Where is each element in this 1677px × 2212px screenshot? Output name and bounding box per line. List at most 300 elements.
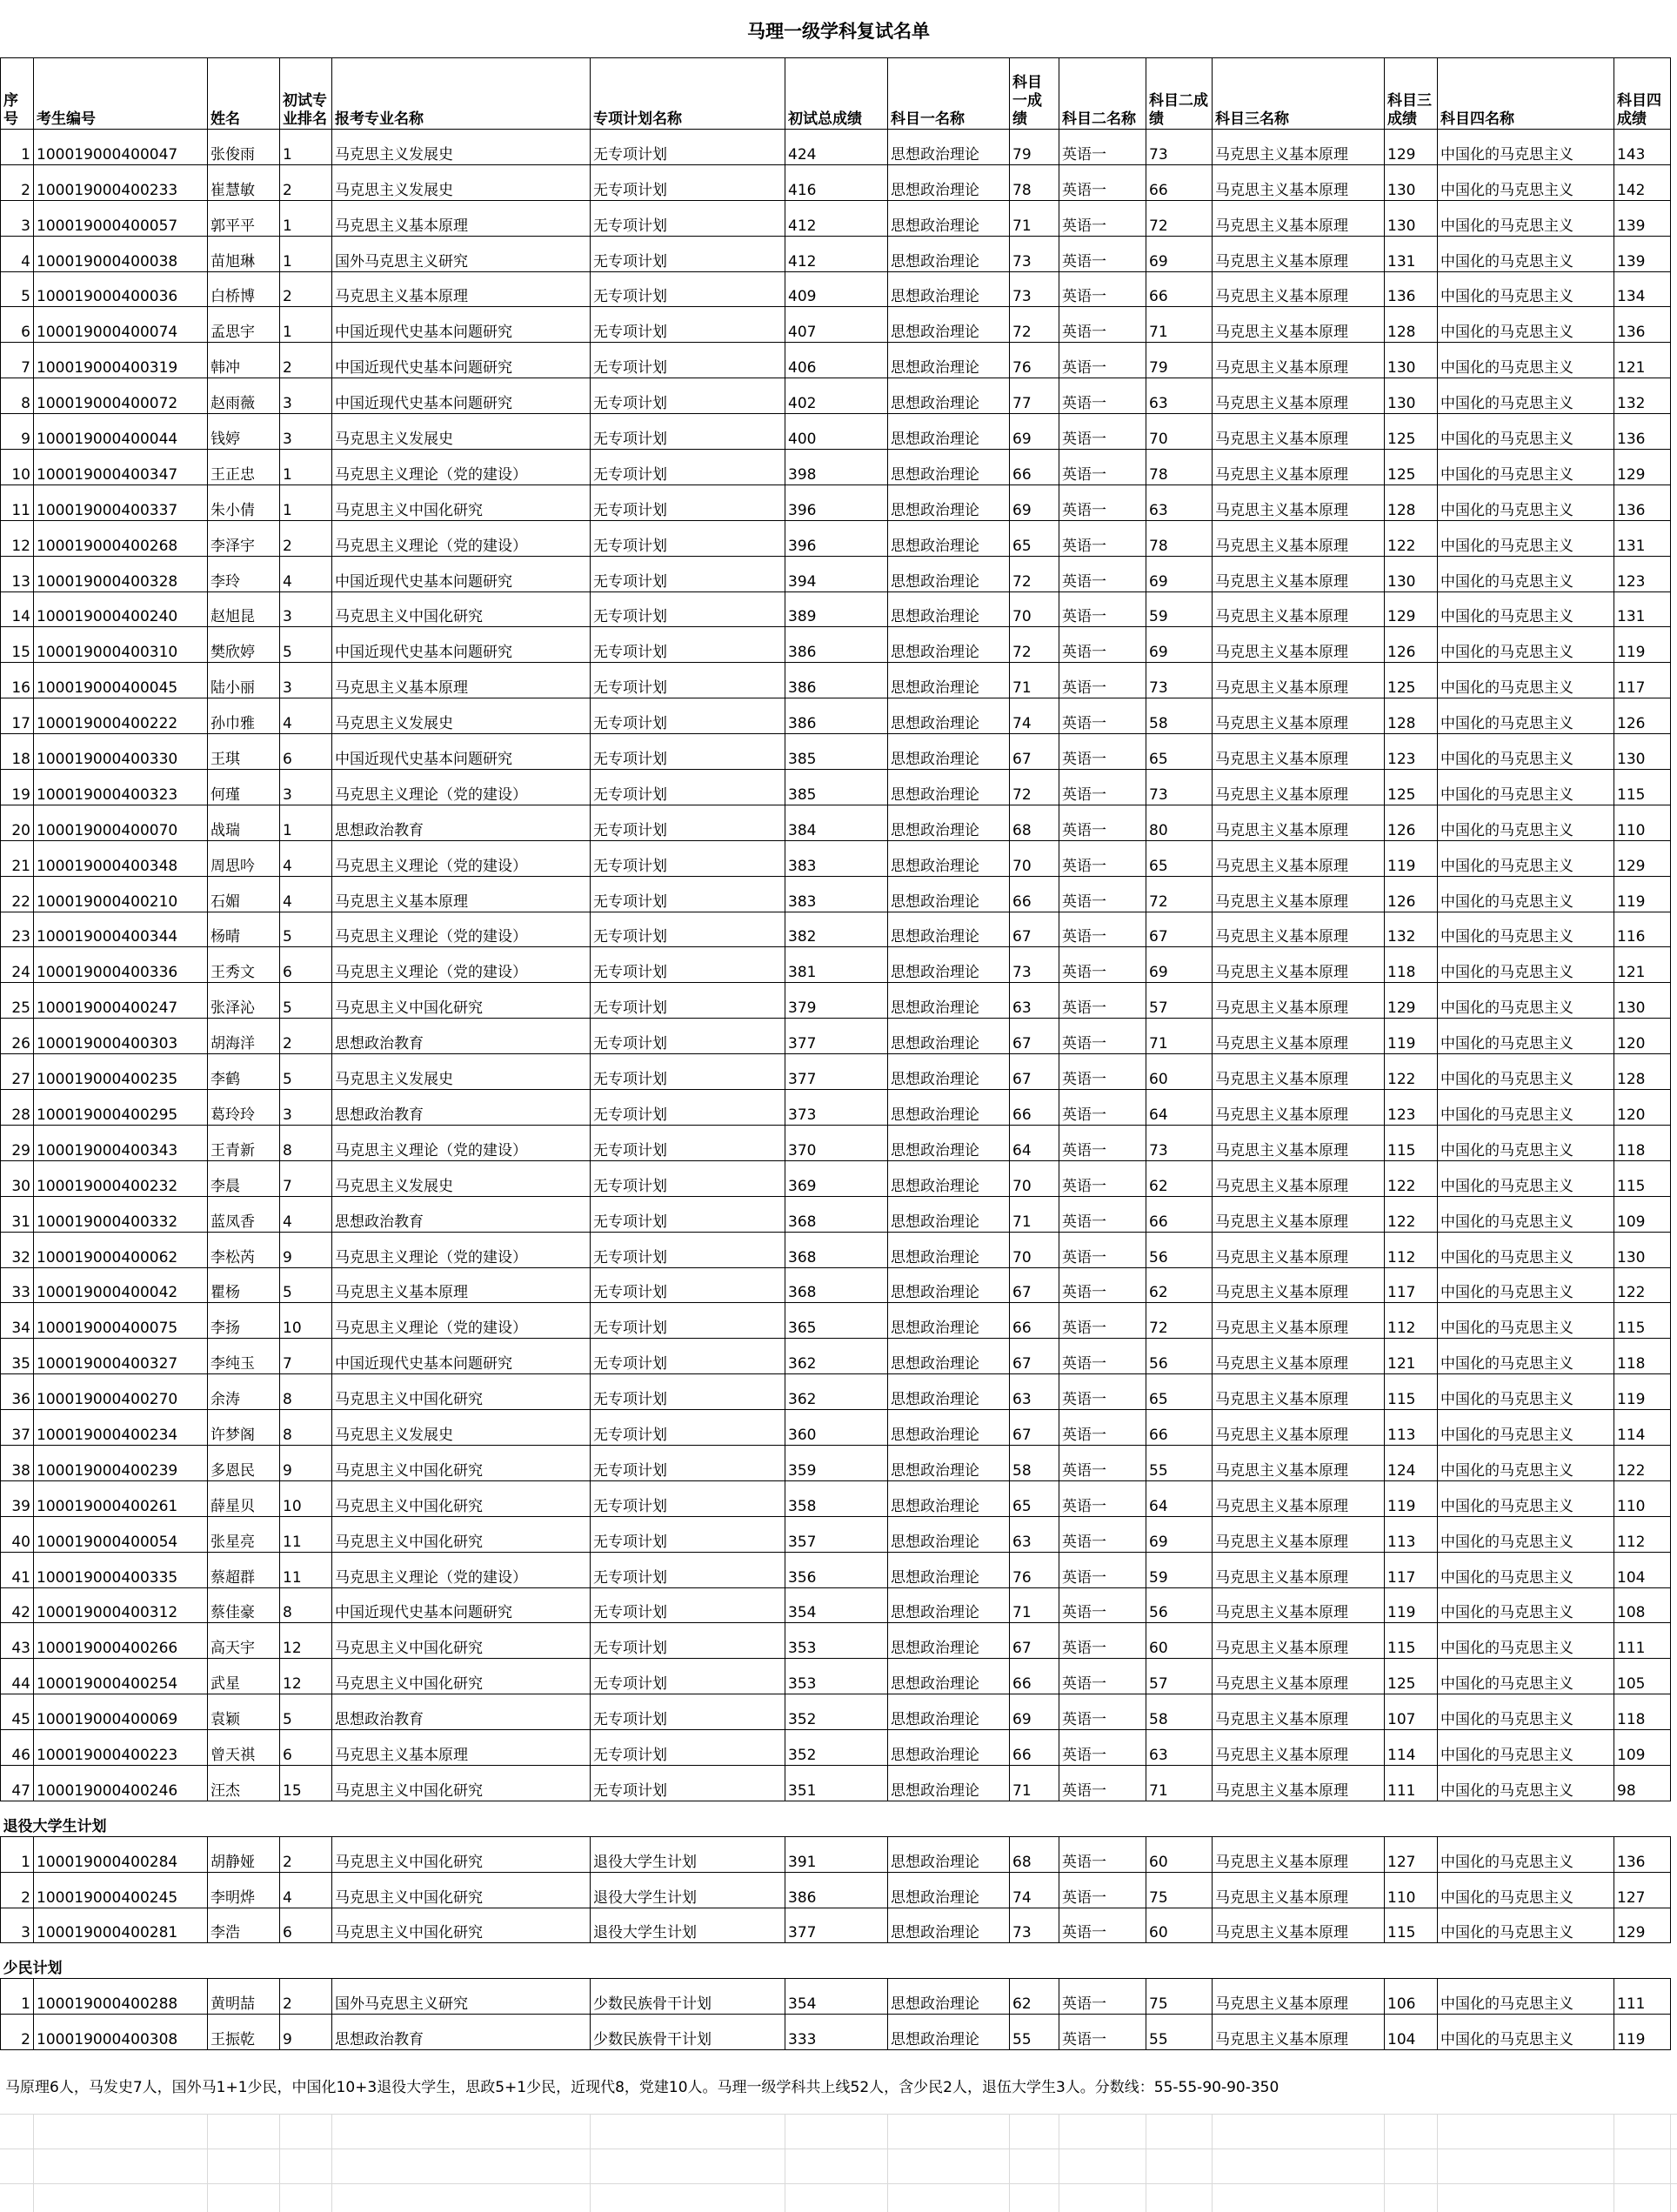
table-cell: 李晨 bbox=[208, 1160, 280, 1196]
table-cell: 中国化的马克思主义 bbox=[1438, 591, 1614, 627]
table-cell: 63 bbox=[1010, 983, 1059, 1019]
table-cell: 7 bbox=[1, 343, 34, 378]
table-row bbox=[1, 1659, 1671, 1694]
table-cell: 10 bbox=[280, 1480, 332, 1516]
table-cell: 思想政治理论 bbox=[888, 627, 1010, 663]
table-cell: 张泽沁 bbox=[208, 983, 280, 1019]
table-cell: 6 bbox=[280, 947, 332, 983]
table-cell: 73 bbox=[1010, 236, 1059, 271]
table-cell: 英语一 bbox=[1059, 1054, 1146, 1090]
table-cell: 英语一 bbox=[1059, 1267, 1146, 1303]
table-cell: 19 bbox=[1, 770, 34, 805]
table-cell: 78 bbox=[1146, 520, 1213, 556]
table-cell: 100019000400232 bbox=[34, 1160, 208, 1196]
table-cell: 28 bbox=[1, 1090, 34, 1126]
table-cell: 英语一 bbox=[1059, 307, 1146, 343]
table-cell: 130 bbox=[1614, 734, 1671, 770]
table-cell: 英语一 bbox=[1059, 1232, 1146, 1267]
table-cell: 130 bbox=[1385, 556, 1438, 591]
table-row bbox=[1, 912, 1671, 947]
table-cell: 中国化的马克思主义 bbox=[1438, 1232, 1614, 1267]
table-cell: 79 bbox=[1010, 130, 1059, 165]
table-cell: 100019000400072 bbox=[34, 378, 208, 414]
table-cell: 64 bbox=[1146, 1090, 1213, 1126]
grid-column-line bbox=[1670, 2114, 1671, 2212]
table-cell: 62 bbox=[1010, 1979, 1059, 2015]
table-cell: 360 bbox=[785, 1410, 888, 1446]
table-cell: 马克思主义中国化研究 bbox=[332, 1836, 591, 1872]
table-row bbox=[1, 485, 1671, 520]
table-cell: 377 bbox=[785, 1908, 888, 1943]
table-cell: 无专项计划 bbox=[591, 1445, 785, 1480]
table-cell: 1 bbox=[280, 485, 332, 520]
table-cell: 15 bbox=[1, 627, 34, 663]
table-cell: 119 bbox=[1385, 840, 1438, 876]
table-cell: 109 bbox=[1614, 1730, 1671, 1766]
table-cell: 130 bbox=[1385, 164, 1438, 200]
table-cell: 思想政治理论 bbox=[888, 1267, 1010, 1303]
table-cell: 386 bbox=[785, 663, 888, 698]
table-cell: 39 bbox=[1, 1480, 34, 1516]
table-cell: 马克思主义基本原理 bbox=[1213, 770, 1385, 805]
table-cell: 马克思主义基本原理 bbox=[1213, 912, 1385, 947]
table-cell: 马克思主义基本原理 bbox=[1213, 805, 1385, 840]
table-cell: 英语一 bbox=[1059, 1339, 1146, 1374]
table-cell: 李松芮 bbox=[208, 1232, 280, 1267]
table-cell: 马克思主义理论（党的建设） bbox=[332, 947, 591, 983]
table-cell: 8 bbox=[280, 1587, 332, 1623]
table-cell: 马克思主义基本原理 bbox=[1213, 271, 1385, 307]
table-cell: 65 bbox=[1010, 520, 1059, 556]
table-cell: 115 bbox=[1385, 1908, 1438, 1943]
table-cell: 英语一 bbox=[1059, 912, 1146, 947]
table-cell: 120 bbox=[1614, 1090, 1671, 1126]
table-cell: 129 bbox=[1614, 450, 1671, 485]
table-cell: 马克思主义中国化研究 bbox=[332, 1872, 591, 1908]
table-cell: 无专项计划 bbox=[591, 1552, 785, 1587]
table-cell: 14 bbox=[1, 591, 34, 627]
column-header: 专项计划名称 bbox=[591, 58, 785, 130]
table-cell: 67 bbox=[1010, 1019, 1059, 1054]
table-cell: 100019000400344 bbox=[34, 912, 208, 947]
table-cell: 英语一 bbox=[1059, 1908, 1146, 1943]
table-cell: 5 bbox=[1, 271, 34, 307]
table-cell: 马克思主义基本原理 bbox=[1213, 1267, 1385, 1303]
table-cell: 王正忠 bbox=[208, 450, 280, 485]
table-cell: 356 bbox=[785, 1552, 888, 1587]
table-cell: 100019000400245 bbox=[34, 1872, 208, 1908]
table-cell: 马克思主义基本原理 bbox=[1213, 378, 1385, 414]
table-cell: 思想政治理论 bbox=[888, 698, 1010, 734]
table-cell: 5 bbox=[280, 1054, 332, 1090]
table-cell: 朱小倩 bbox=[208, 485, 280, 520]
table-cell: 无专项计划 bbox=[591, 876, 785, 912]
table-cell: 100019000400347 bbox=[34, 450, 208, 485]
table-cell: 391 bbox=[785, 1836, 888, 1872]
column-header: 科目一成绩 bbox=[1010, 58, 1059, 130]
table-cell: 中国化的马克思主义 bbox=[1438, 164, 1614, 200]
table-cell: 365 bbox=[785, 1303, 888, 1339]
table-cell: 思想政治理论 bbox=[888, 1339, 1010, 1374]
table-cell: 358 bbox=[785, 1480, 888, 1516]
table-cell: 无专项计划 bbox=[591, 1516, 785, 1552]
table-cell: 李玲 bbox=[208, 556, 280, 591]
table-cell: 马克思主义基本原理 bbox=[332, 1267, 591, 1303]
table-cell: 英语一 bbox=[1059, 1196, 1146, 1232]
table-cell: 100019000400047 bbox=[34, 130, 208, 165]
table-cell: 131 bbox=[1614, 591, 1671, 627]
table-cell: 马克思主义基本原理 bbox=[1213, 1339, 1385, 1374]
table-cell: 63 bbox=[1010, 1374, 1059, 1410]
table-cell: 66 bbox=[1146, 271, 1213, 307]
table-row bbox=[1, 130, 1671, 165]
table-cell: 无专项计划 bbox=[591, 983, 785, 1019]
table-cell: 117 bbox=[1385, 1552, 1438, 1587]
table-cell: 106 bbox=[1385, 1979, 1438, 2015]
table-cell: 张俊雨 bbox=[208, 130, 280, 165]
table-cell: 思想政治理论 bbox=[888, 271, 1010, 307]
table-cell: 72 bbox=[1010, 627, 1059, 663]
table-cell: 100019000400036 bbox=[34, 271, 208, 307]
table-cell: 118 bbox=[1614, 1125, 1671, 1160]
table-row bbox=[1, 1979, 1671, 2015]
table-cell: 123 bbox=[1385, 1090, 1438, 1126]
table-cell: 国外马克思主义研究 bbox=[332, 236, 591, 271]
table-cell: 马克思主义基本原理 bbox=[1213, 200, 1385, 236]
table-cell: 中国化的马克思主义 bbox=[1438, 520, 1614, 556]
table-cell: 10 bbox=[280, 1303, 332, 1339]
table-cell: 马克思主义基本原理 bbox=[1213, 485, 1385, 520]
table-cell: 无专项计划 bbox=[591, 1196, 785, 1232]
table-cell: 143 bbox=[1614, 130, 1671, 165]
table-cell: 121 bbox=[1385, 1339, 1438, 1374]
grid-column-line bbox=[33, 2114, 34, 2212]
table-cell: 中国化的马克思主义 bbox=[1438, 1516, 1614, 1552]
table-cell: 马克思主义中国化研究 bbox=[332, 1623, 591, 1659]
table-cell: 100019000400042 bbox=[34, 1267, 208, 1303]
table-cell: 中国化的马克思主义 bbox=[1438, 200, 1614, 236]
table-cell: 中国化的马克思主义 bbox=[1438, 236, 1614, 271]
table-cell: 60 bbox=[1146, 1623, 1213, 1659]
table-cell: 中国化的马克思主义 bbox=[1438, 1872, 1614, 1908]
table-cell: 357 bbox=[785, 1516, 888, 1552]
table-cell: 胡静娅 bbox=[208, 1836, 280, 1872]
table-cell: 李明烨 bbox=[208, 1872, 280, 1908]
summary-footnote: 马原理6人，马发史7人，国外马1+1少民，中国化10+3退役大学生，思政5+1少民，近现代8，党建10人。马理一级学科共上线52人，含少民2人，退伍大学生3人。分数线：55-55-90-90-350 bbox=[5, 2079, 1279, 2096]
table-cell: 115 bbox=[1385, 1125, 1438, 1160]
table-row bbox=[1, 805, 1671, 840]
column-header: 科目三名称 bbox=[1213, 58, 1385, 130]
table-cell: 无专项计划 bbox=[591, 450, 785, 485]
table-cell: 马克思主义发展史 bbox=[332, 1160, 591, 1196]
table-cell: 思想政治理论 bbox=[888, 983, 1010, 1019]
table-cell: 中国化的马克思主义 bbox=[1438, 983, 1614, 1019]
table-cell: 马克思主义基本原理 bbox=[1213, 1836, 1385, 1872]
table-cell: 109 bbox=[1614, 1196, 1671, 1232]
table-cell: 115 bbox=[1614, 1160, 1671, 1196]
table-cell: 9 bbox=[280, 2015, 332, 2050]
table-cell: 69 bbox=[1010, 485, 1059, 520]
table-cell: 122 bbox=[1385, 1160, 1438, 1196]
table-cell: 64 bbox=[1146, 1480, 1213, 1516]
table-cell: 马克思主义基本原理 bbox=[1213, 1303, 1385, 1339]
table-cell: 英语一 bbox=[1059, 805, 1146, 840]
table-cell: 中国近现代史基本问题研究 bbox=[332, 627, 591, 663]
table-cell: 英语一 bbox=[1059, 627, 1146, 663]
table-cell: 石媚 bbox=[208, 876, 280, 912]
column-header: 科目四名称 bbox=[1438, 58, 1614, 130]
table-cell: 24 bbox=[1, 947, 34, 983]
table-cell: 66 bbox=[1146, 164, 1213, 200]
table-cell: 104 bbox=[1385, 2015, 1438, 2050]
table-cell: 杨晴 bbox=[208, 912, 280, 947]
table-cell: 64 bbox=[1010, 1125, 1059, 1160]
table-cell: 思想政治理论 bbox=[888, 1196, 1010, 1232]
table-cell: 无专项计划 bbox=[591, 271, 785, 307]
table-cell: 无专项计划 bbox=[591, 912, 785, 947]
table-cell: 2 bbox=[1, 1872, 34, 1908]
table-cell: 思想政治理论 bbox=[888, 1730, 1010, 1766]
table-cell: 中国化的马克思主义 bbox=[1438, 912, 1614, 947]
table-cell: 无专项计划 bbox=[591, 947, 785, 983]
table-cell: 11 bbox=[1, 485, 34, 520]
table-cell: 马克思主义理论（党的建设） bbox=[332, 840, 591, 876]
table-cell: 136 bbox=[1614, 414, 1671, 450]
table-cell: 马克思主义基本原理 bbox=[1213, 164, 1385, 200]
table-cell: 66 bbox=[1010, 450, 1059, 485]
table-cell: 马克思主义基本原理 bbox=[1213, 876, 1385, 912]
table-cell: 73 bbox=[1010, 947, 1059, 983]
table-cell: 58 bbox=[1146, 1694, 1213, 1730]
table-cell: 思想政治教育 bbox=[332, 805, 591, 840]
table-cell: 66 bbox=[1010, 1730, 1059, 1766]
table-cell: 思想政治理论 bbox=[888, 1019, 1010, 1054]
table-cell: 125 bbox=[1385, 663, 1438, 698]
table-cell: 55 bbox=[1146, 2015, 1213, 2050]
table-row bbox=[1, 271, 1671, 307]
table-cell: 无专项计划 bbox=[591, 1019, 785, 1054]
table-cell: 马克思主义中国化研究 bbox=[332, 1374, 591, 1410]
table-cell: 英语一 bbox=[1059, 770, 1146, 805]
table-cell: 英语一 bbox=[1059, 698, 1146, 734]
table-cell: 69 bbox=[1146, 947, 1213, 983]
table-cell: 370 bbox=[785, 1125, 888, 1160]
table-cell: 1 bbox=[280, 805, 332, 840]
table-cell: 高天宇 bbox=[208, 1623, 280, 1659]
table-cell: 100019000400328 bbox=[34, 556, 208, 591]
table-cell: 5 bbox=[280, 983, 332, 1019]
table-cell: 中国化的马克思主义 bbox=[1438, 1623, 1614, 1659]
grid-column-line bbox=[1384, 2114, 1385, 2212]
table-cell: 中国化的马克思主义 bbox=[1438, 343, 1614, 378]
table-cell: 思想政治理论 bbox=[888, 1516, 1010, 1552]
table-cell: 1 bbox=[1, 1979, 34, 2015]
table-cell: 3 bbox=[280, 414, 332, 450]
table-cell: 118 bbox=[1614, 1694, 1671, 1730]
table-cell: 333 bbox=[785, 2015, 888, 2050]
table-cell: 353 bbox=[785, 1659, 888, 1694]
table-cell: 122 bbox=[1614, 1267, 1671, 1303]
table-row bbox=[1, 164, 1671, 200]
table-cell: 73 bbox=[1146, 1125, 1213, 1160]
table-cell: 少数民族骨干计划 bbox=[591, 2015, 785, 2050]
table-cell: 122 bbox=[1385, 1196, 1438, 1232]
table-cell: 马克思主义理论（党的建设） bbox=[332, 450, 591, 485]
table-cell: 思想政治教育 bbox=[332, 2015, 591, 2050]
table-cell: 77 bbox=[1010, 378, 1059, 414]
table-cell: 136 bbox=[1614, 307, 1671, 343]
table-row bbox=[1, 1090, 1671, 1126]
table-cell: 马克思主义理论（党的建设） bbox=[332, 1125, 591, 1160]
table-cell: 英语一 bbox=[1059, 1872, 1146, 1908]
table-cell: 英语一 bbox=[1059, 236, 1146, 271]
table-cell: 100019000400268 bbox=[34, 520, 208, 556]
table-row bbox=[1, 734, 1671, 770]
table-cell: 402 bbox=[785, 378, 888, 414]
table-cell: 114 bbox=[1385, 1730, 1438, 1766]
table-cell: 无专项计划 bbox=[591, 840, 785, 876]
section-label: 少民计划 bbox=[3, 1960, 63, 1978]
table-cell: 马克思主义基本原理 bbox=[332, 663, 591, 698]
table-cell: 英语一 bbox=[1059, 1374, 1146, 1410]
table-cell: 4 bbox=[280, 556, 332, 591]
table-cell: 377 bbox=[785, 1054, 888, 1090]
table-row bbox=[1, 414, 1671, 450]
table-cell: 119 bbox=[1385, 1587, 1438, 1623]
table-row bbox=[1, 1623, 1671, 1659]
table-cell: 65 bbox=[1146, 840, 1213, 876]
table-cell: 100019000400310 bbox=[34, 627, 208, 663]
table-cell: 马克思主义基本原理 bbox=[1213, 1765, 1385, 1801]
table-cell: 129 bbox=[1614, 1908, 1671, 1943]
table-cell: 71 bbox=[1010, 1196, 1059, 1232]
table-cell: 69 bbox=[1010, 414, 1059, 450]
table-cell: 中国近现代史基本问题研究 bbox=[332, 343, 591, 378]
table-cell: 1 bbox=[280, 450, 332, 485]
table-row bbox=[1, 1054, 1671, 1090]
table-cell: 1 bbox=[1, 130, 34, 165]
table-cell: 3 bbox=[1, 200, 34, 236]
table-cell: 4 bbox=[280, 876, 332, 912]
table-cell: 马克思主义基本原理 bbox=[1213, 1196, 1385, 1232]
table-cell: 瞿杨 bbox=[208, 1267, 280, 1303]
table-cell: 无专项计划 bbox=[591, 1374, 785, 1410]
table-row bbox=[1, 343, 1671, 378]
table-cell: 马克思主义基本原理 bbox=[1213, 1125, 1385, 1160]
table-cell: 354 bbox=[785, 1979, 888, 2015]
table-cell: 130 bbox=[1385, 343, 1438, 378]
table-cell: 100019000400312 bbox=[34, 1587, 208, 1623]
table-cell: 119 bbox=[1614, 2015, 1671, 2050]
table-cell: 73 bbox=[1146, 663, 1213, 698]
table-row bbox=[1, 840, 1671, 876]
table-cell: 马克思主义中国化研究 bbox=[332, 591, 591, 627]
table-cell: 56 bbox=[1146, 1232, 1213, 1267]
table-cell: 130 bbox=[1614, 983, 1671, 1019]
table-cell: 369 bbox=[785, 1160, 888, 1196]
table-cell: 122 bbox=[1614, 1445, 1671, 1480]
table-cell: 中国化的马克思主义 bbox=[1438, 1410, 1614, 1446]
table-cell: 马克思主义理论（党的建设） bbox=[332, 1232, 591, 1267]
table-cell: 58 bbox=[1146, 698, 1213, 734]
table-row bbox=[1, 1125, 1671, 1160]
table-cell: 131 bbox=[1385, 236, 1438, 271]
table-cell: 英语一 bbox=[1059, 1019, 1146, 1054]
table-cell: 59 bbox=[1146, 1552, 1213, 1587]
table-cell: 中国近现代史基本问题研究 bbox=[332, 556, 591, 591]
column-header: 科目一名称 bbox=[888, 58, 1010, 130]
grid-column-line bbox=[887, 2114, 888, 2212]
table-cell: 英语一 bbox=[1059, 1587, 1146, 1623]
table-cell: 赵旭昆 bbox=[208, 591, 280, 627]
table-cell: 79 bbox=[1146, 343, 1213, 378]
table-row bbox=[1, 236, 1671, 271]
table-cell: 362 bbox=[785, 1339, 888, 1374]
table-cell: 2 bbox=[1, 2015, 34, 2050]
table-row bbox=[1, 1445, 1671, 1480]
table-cell: 126 bbox=[1614, 698, 1671, 734]
table-row bbox=[1, 947, 1671, 983]
table-cell: 赵雨薇 bbox=[208, 378, 280, 414]
table-cell: 马克思主义基本原理 bbox=[1213, 130, 1385, 165]
table-cell: 412 bbox=[785, 236, 888, 271]
table-cell: 2 bbox=[280, 1979, 332, 2015]
table-cell: 中国近现代史基本问题研究 bbox=[332, 1339, 591, 1374]
table-cell: 2 bbox=[280, 520, 332, 556]
table-cell: 59 bbox=[1146, 591, 1213, 627]
table-cell: 思想政治理论 bbox=[888, 734, 1010, 770]
table-cell: 72 bbox=[1146, 876, 1213, 912]
table-cell: 126 bbox=[1385, 805, 1438, 840]
table-cell: 英语一 bbox=[1059, 1694, 1146, 1730]
table-cell: 62 bbox=[1146, 1267, 1213, 1303]
table-cell: 67 bbox=[1010, 1410, 1059, 1446]
table-cell: 无专项计划 bbox=[591, 805, 785, 840]
table-cell: 中国近现代史基本问题研究 bbox=[332, 378, 591, 414]
table-cell: 孟思宇 bbox=[208, 307, 280, 343]
table-cell: 7 bbox=[280, 1160, 332, 1196]
table-cell: 中国化的马克思主义 bbox=[1438, 663, 1614, 698]
table-cell: 100019000400335 bbox=[34, 1552, 208, 1587]
column-header: 姓名 bbox=[208, 58, 280, 130]
table-cell: 崔慧敏 bbox=[208, 164, 280, 200]
table-cell: 中国化的马克思主义 bbox=[1438, 1765, 1614, 1801]
table-cell: 67 bbox=[1010, 1054, 1059, 1090]
table-cell: 136 bbox=[1614, 1836, 1671, 1872]
table-cell: 马克思主义基本原理 bbox=[1213, 1410, 1385, 1446]
table-cell: 6 bbox=[280, 734, 332, 770]
table-cell: 70 bbox=[1146, 414, 1213, 450]
table-cell: 42 bbox=[1, 1587, 34, 1623]
table-cell: 国外马克思主义研究 bbox=[332, 1979, 591, 2015]
table-cell: 122 bbox=[1385, 520, 1438, 556]
table-cell: 中国化的马克思主义 bbox=[1438, 1374, 1614, 1410]
table-cell: 马克思主义中国化研究 bbox=[332, 485, 591, 520]
table-cell: 中国化的马克思主义 bbox=[1438, 1196, 1614, 1232]
table-cell: 70 bbox=[1010, 1232, 1059, 1267]
table-cell: 71 bbox=[1146, 1765, 1213, 1801]
table-cell: 中国化的马克思主义 bbox=[1438, 271, 1614, 307]
table-cell: 思想政治理论 bbox=[888, 378, 1010, 414]
table-cell: 100019000400284 bbox=[34, 1836, 208, 1872]
table-cell: 66 bbox=[1010, 1659, 1059, 1694]
table-cell: 66 bbox=[1146, 1410, 1213, 1446]
table-cell: 马克思主义基本原理 bbox=[1213, 698, 1385, 734]
table-cell: 黄明喆 bbox=[208, 1979, 280, 2015]
table-row bbox=[1, 663, 1671, 698]
table-cell: 386 bbox=[785, 698, 888, 734]
table-row bbox=[1, 983, 1671, 1019]
